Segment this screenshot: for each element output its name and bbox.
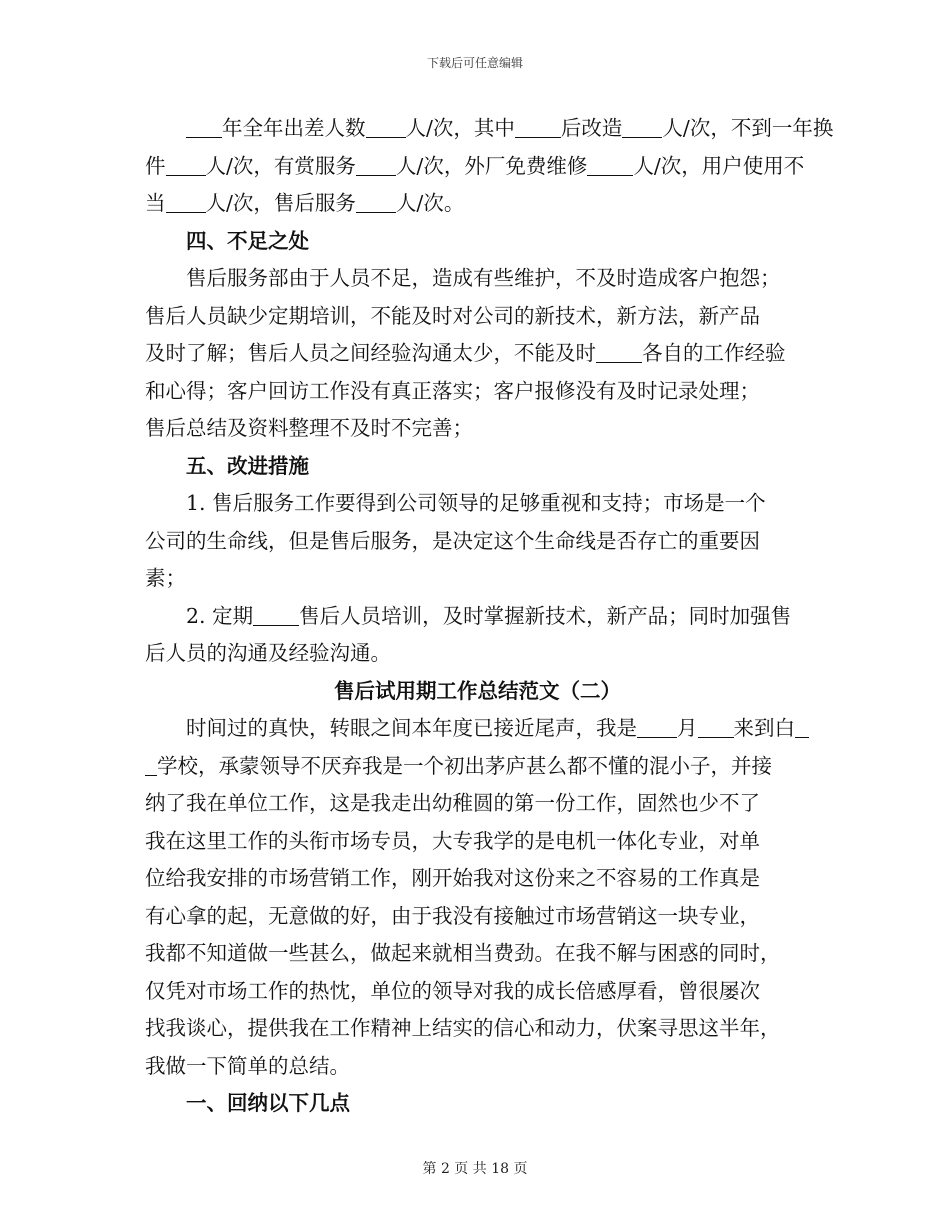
blank-underline [356, 153, 396, 176]
paragraph-line: 及时了解；售后人员之间经验沟通太少，不能及时 各自的工作经验 [145, 341, 786, 365]
stats-line-3: 当 人/次，售后服务 人/次。 [145, 191, 465, 215]
blank-underline [515, 115, 561, 138]
stats-line-2: 件 人/次，有赏服务 人/次，外厂免费维修 人/次，用户使用不 [145, 153, 805, 178]
list-item-line: 公司的生命线，但是售后服务，是决定这个生命线是否存亡的重要因 [145, 528, 760, 553]
blank-underline [166, 190, 206, 213]
paragraph-line: 售后服务部由于人员不足，造成有些维护，不及时造成客户抱怨； [186, 266, 781, 290]
paragraph-line: 售后人员缺少定期培训，不能及时对公司的新技术，新方法，新产品 [145, 303, 760, 328]
blank-underline [622, 115, 662, 138]
blank-underline [186, 115, 222, 138]
paragraph-line: 仅凭对市场工作的热忱，单位的领导对我的成长倍感厚看，曾很屡次 [145, 978, 760, 1003]
paragraph-line: 位给我安排的市场营销工作，刚开始我对这份来之不容易的工作真是 [145, 866, 760, 890]
section-heading-summary-points: 一、回纳以下几点 [186, 1091, 350, 1115]
paragraph-line: 我都不知道做一些甚么，做起来就相当费劲。在我不解与困惑的同时， [145, 941, 781, 965]
paragraph-line: 学校，承蒙领导不厌弃我是一个初出茅庐甚么都不懂的混小子，并接 [145, 748, 810, 786]
section-heading-shortcomings: 四、不足之处 [186, 228, 309, 253]
page-header-note: 下载后可任意编辑 [426, 56, 523, 70]
paragraph-line: 我做一下简单的总结。 [145, 1053, 350, 1078]
blank-underline [795, 715, 809, 738]
article-title: 售后试用期工作总结范文（二） [334, 678, 621, 703]
section-heading-improvements: 五、改进措施 [186, 453, 309, 478]
paragraph-line: 找我谈心，提供我在工作精神上结实的信心和动力，伏案寻思这半年， [145, 1016, 781, 1040]
paragraph-line: 有心拿的起，无意做的好，由于我没有接触过市场营销这一块专业， [145, 903, 760, 928]
blank-underline [596, 340, 642, 363]
list-item-line: 2. 定期 售后人员培训，及时掌握新技术，新产品；同时加强售 [186, 603, 792, 628]
list-item-line: 后人员的沟通及经验沟通。 [145, 641, 391, 665]
blank-underline [698, 715, 734, 738]
stats-line-1: 年全年出差人数 人/次，其中 后改造 人/次，不到一年换 [145, 110, 810, 148]
list-item-line: 素； [145, 566, 186, 590]
blank-underline [253, 603, 299, 626]
paragraph-line: 售后总结及资料整理不及时不完善； [145, 416, 473, 440]
blank-underline [587, 153, 633, 176]
paragraph-line: 我在这里工作的头衔市场专员，大专我学的是电机一体化专业，对单 [145, 828, 760, 853]
list-item-line: 1. 售后服务工作要得到公司领导的足够重视和支持；市场是一个 [186, 491, 766, 515]
blank-underline [166, 153, 206, 176]
paragraph-line: 时间过的真快，转眼之间本年度已接近尾声，我是 月 来到白 [145, 710, 810, 748]
document-body [145, 110, 834, 1123]
blank-underline [637, 715, 677, 738]
blank-underline [366, 115, 406, 138]
blank-underline [356, 190, 396, 213]
paragraph-line: 纳了我在单位工作，这是我走出幼稚圆的第一份工作，固然也少不了 [145, 791, 760, 815]
blank-underline [145, 753, 157, 776]
paragraph-line: 和心得；客户回访工作没有真正落实；客户报修没有及时记录处理； [145, 378, 760, 403]
page-number-footer: 第 2 页 共 18 页 [422, 1161, 528, 1177]
